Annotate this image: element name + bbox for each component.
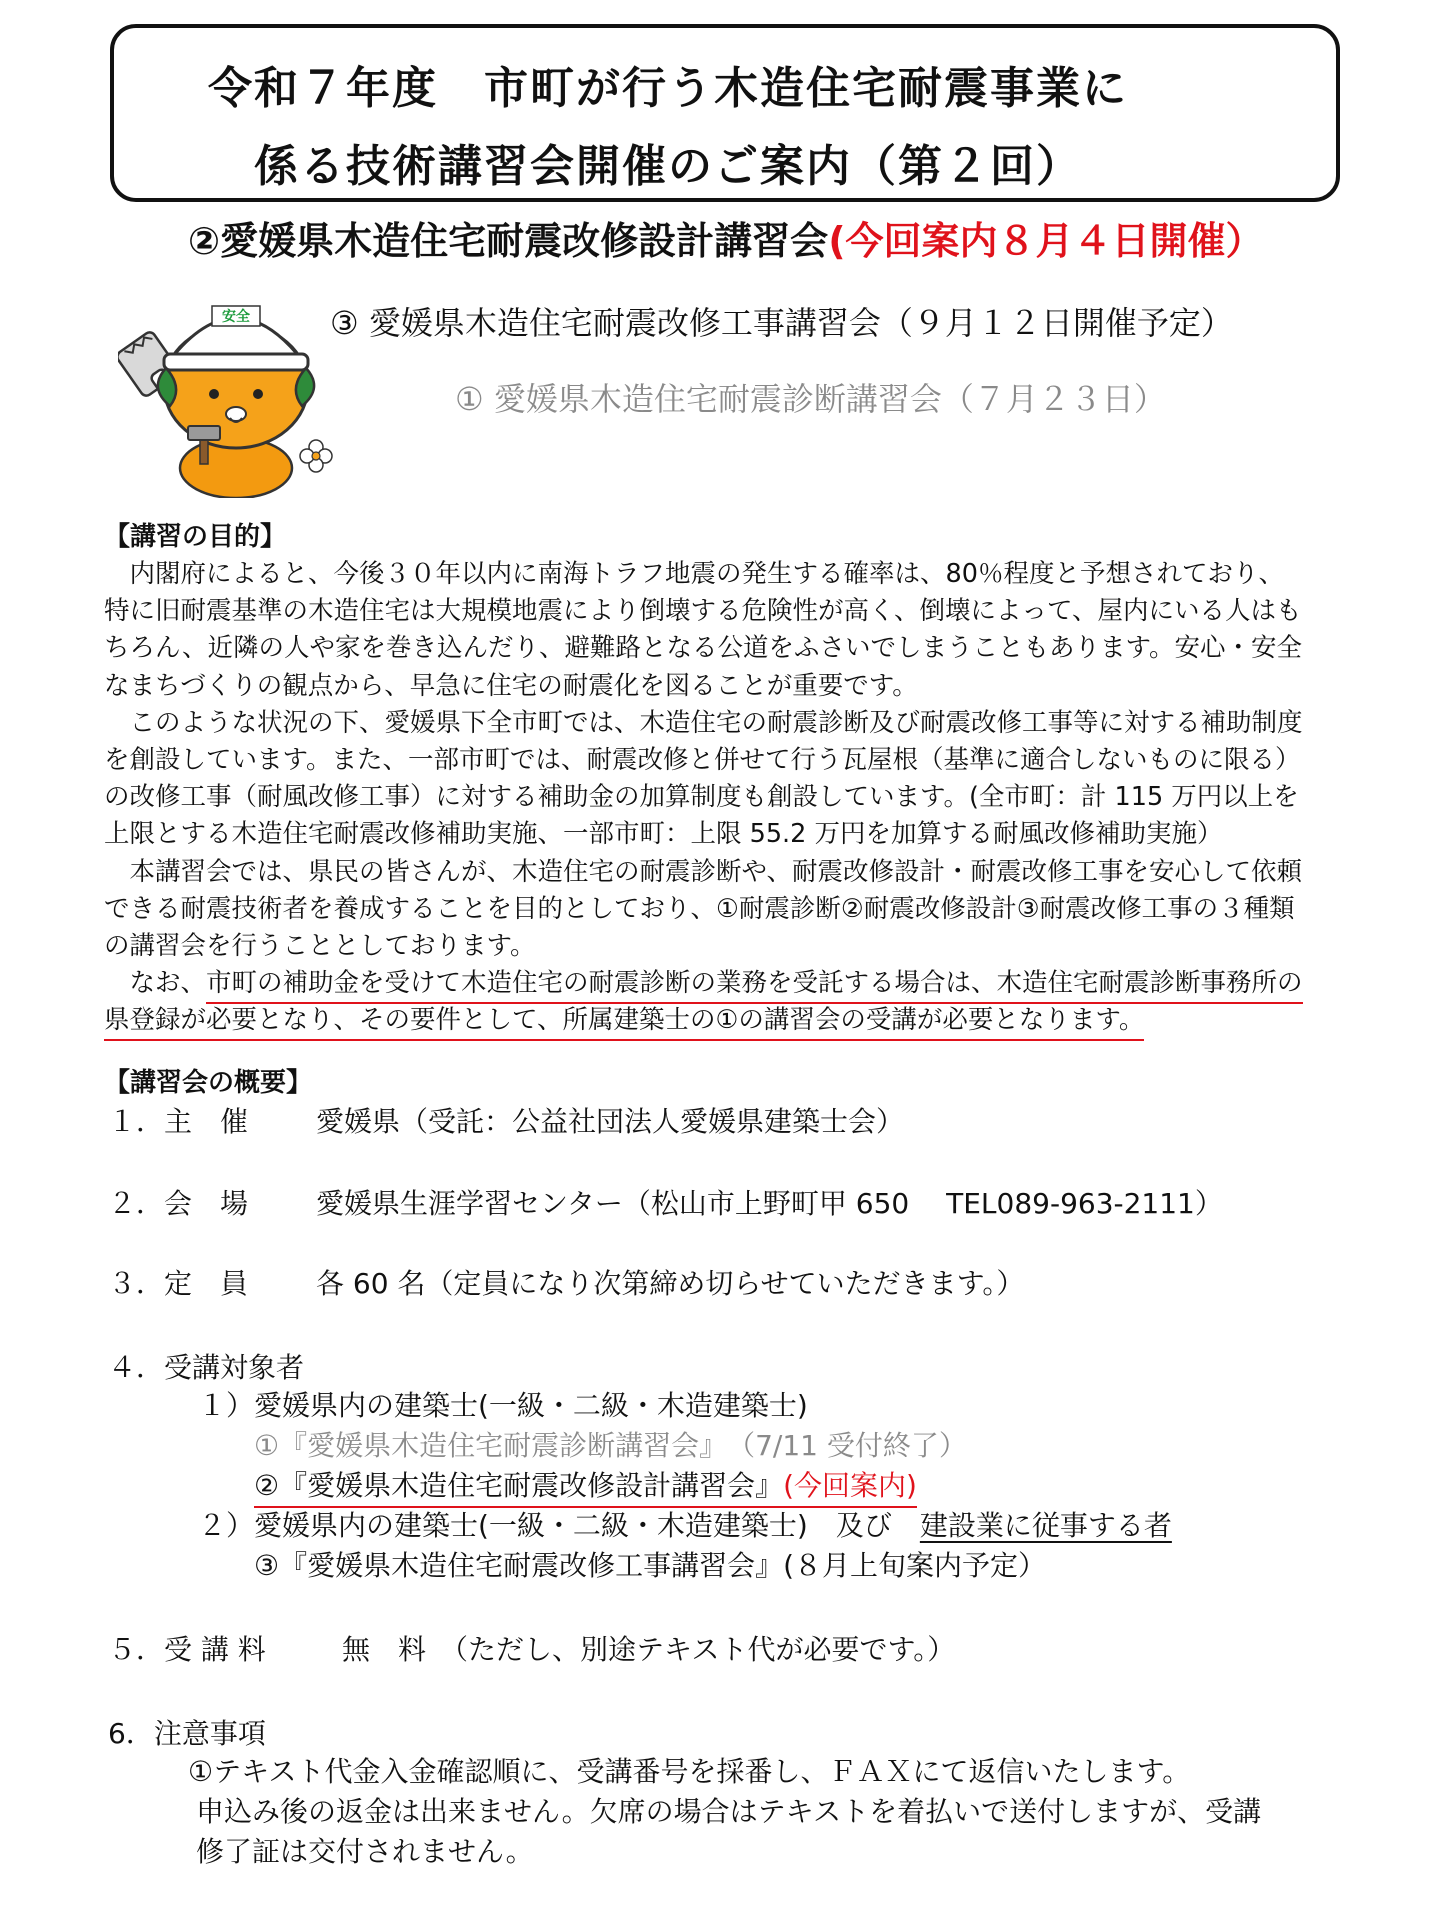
construction-worker-underlined: 建設業に従事する者 (919, 1509, 1172, 1542)
eligibility-label: ４．受講対象者 (108, 1351, 305, 1384)
eligibility-item-1: １）愛媛県内の建築士(一級・二級・木造建築士) (198, 1389, 808, 1422)
mikan-mascot-icon (118, 268, 348, 498)
organizer-value: 愛媛県（受託：公益社団法人愛媛県建築士会） (316, 1105, 905, 1138)
eligibility-seminar-1: ①『愛媛県木造住宅耐震診断講習会』 （7/11 受付終了） (254, 1429, 967, 1462)
organizer-label: １．主 催 (108, 1105, 249, 1138)
venue-label: ２．会 場 (108, 1187, 249, 1220)
eligibility-seminar-3: ③『愛媛県木造住宅耐震改修工事講習会』(８月上旬案内予定） (254, 1549, 1047, 1582)
seminar-1-heading: ① 愛媛県木造住宅耐震診断講習会（７月２３日） (455, 380, 1166, 418)
capacity-value: 各 60 名（定員になり次第締め切らせていただきます。） (316, 1267, 1025, 1300)
purpose-note-line-2 (104, 1002, 1344, 1039)
seminar-2-note: (今回案内８月４日開催） (828, 219, 1264, 263)
purpose-note-prefix: なお、 (104, 968, 207, 999)
purpose-line: を創設しています。また、一部市町では、耐震改修と併せて行う瓦屋根（基準に適合しないものに限る） (104, 745, 1301, 776)
page-title-line-2: 係る技術講習会開催のご案内（第２回） (254, 141, 1082, 192)
fee-value: 無 料 （ただし、別途テキスト代が必要です。） (342, 1633, 956, 1666)
seminar-3-heading: ③ 愛媛県木造住宅耐震改修工事講習会（９月１２日開催予定） (330, 304, 1233, 342)
overview-heading: 【講習会の概要】 (104, 1068, 313, 1098)
notes-line-3: 修了証は交付されません。 (196, 1835, 534, 1868)
title-box (110, 24, 1340, 202)
eligibility-item-2 (198, 1504, 1172, 1544)
purpose-line: の改修工事（耐風改修工事）に対する補助金の加算制度も創設しています。(全市町：計 115 万円以上を (104, 782, 1299, 813)
purpose-line: なまちづくりの観点から、早急に住宅の耐震化を図ることが重要です。 (104, 670, 918, 701)
purpose-heading: 【講習の目的】 (104, 522, 287, 552)
purpose-line: 特に旧耐震基準の木造住宅は大規模地震により倒壊する危険性が高く、倒壊によって、屋内にいる人はも (104, 596, 1302, 627)
helmet-text: 安全 (222, 309, 250, 325)
purpose-note-line-1 (104, 965, 1344, 1002)
capacity-label: ３．定 員 (108, 1267, 249, 1300)
purpose-line: 本講習会では、県民の皆さんが、木造住宅の耐震診断や、耐震改修設計・耐震改修工事を安心して依頼 (104, 856, 1302, 887)
eligibility-seminar-2-note: (今回案内) (783, 1469, 917, 1502)
registration-note-underlined: 市町の補助金を受けて木造住宅の耐震診断の業務を受託する場合は、木造住宅耐震診断事務所の (206, 968, 1303, 1004)
purpose-line: できる耐震技術者を養成することを目的としており、①耐震診断②耐震改修設計③耐震改修工事の３種類 (104, 893, 1295, 924)
purpose-line: 内閣府によると、今後３０年以内に南海トラフ地震の発生する確率は、80％程度と予想されており、 (104, 559, 1284, 589)
seminar-2-name: ②愛媛県木造住宅耐震改修設計講習会 (188, 219, 829, 263)
notes-line-2: 申込み後の返金は出来ません。欠席の場合はテキストを着払いで送付しますが、受講 (196, 1795, 1262, 1828)
fee-label: ５．受 講 料 (108, 1633, 266, 1666)
purpose-body (104, 556, 1344, 1040)
eligibility-seminar-2-name: ②『愛媛県木造住宅耐震改修設計講習会』 (254, 1469, 784, 1502)
purpose-line: ちろん、近隣の人や家を巻き込んだり、避難路となる公道をふさいでしまうこともあります。安心・安全 (104, 633, 1302, 664)
purpose-line: 上限とする木造住宅耐震改修補助実施、一部市町：上限 55.2 万円を加算する耐風改修補助実施） (104, 819, 1223, 850)
notes-line-1: ①テキスト代金入金確認順に、受講番号を採番し、ＦＡＸにて返信いたします。 (188, 1755, 1191, 1788)
flower-icon (300, 440, 332, 472)
eligibility-seminar-2 (254, 1464, 917, 1504)
notes-label: 6．注意事項 (108, 1717, 266, 1750)
page-title-line-1: 令和７年度 市町が行う木造住宅耐震事業に (208, 63, 1128, 114)
seminar-2-heading (188, 210, 1264, 265)
venue-value: 愛媛県生涯学習センター（松山市上野町甲 650 TEL089-963-2111） (316, 1187, 1223, 1220)
registration-note-underlined: 県登録が必要となり、その要件として、所属建築士の①の講習会の受講が必要となります。 (104, 1005, 1144, 1041)
purpose-line: の講習会を行うこととしております。 (104, 931, 536, 962)
eligibility-item-2-text: ２）愛媛県内の建築士(一級・二級・木造建築士) 及び (198, 1509, 920, 1542)
purpose-line: このような状況の下、愛媛県下全市町では、木造住宅の耐震診断及び耐震改修工事等に対する補助制度 (104, 707, 1303, 738)
eligibility-seminar-2-underlined (254, 1469, 917, 1508)
